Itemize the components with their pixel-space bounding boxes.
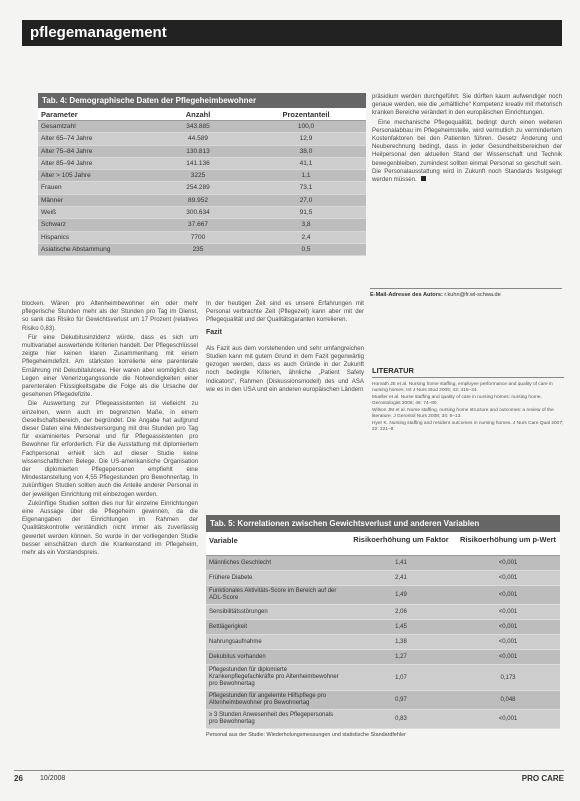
table-cell: Schwarz (41, 221, 66, 229)
table-cell: 44.589 (188, 135, 208, 143)
table-cell: 2,41 (395, 575, 407, 581)
paragraph: Eine mechanische Pflegequalität, bedingt durch einen weiteren Personalabbau im Pflegeheimstelle, wird vermutlich zu vermindertem Kostenfaktoren bei den Patienten führen. Gesetz Änderung und Neuberechnung bedingt, dass in jeder Gesundheitsbereichen der Heilpersonal den aktuellen Stand der Wissenschaft und Technik bewegenbleiben, zumindest sollten einmal Personal so geschult sein. Die Personalausstattung wird in Zukunft noch Standards festgelegt werden müssen. (372, 118, 562, 184)
table-5-title: Tab. 5: Korrelationen zwischen Gewichtsverlust und anderen Variablen (206, 515, 560, 532)
table-cell: Pflegestunden für diplomierte Krankenpflegefachkräfte pro Altenheimbewohner pro Bewohnertag (209, 667, 339, 687)
table-cell: 1,07 (395, 674, 407, 681)
table-row (38, 182, 366, 194)
table-cell: <0,001 (498, 639, 518, 645)
table-5-header (206, 532, 560, 556)
table-cell: 37.667 (188, 221, 208, 229)
table-cell: Alter > 105 Jahre (41, 172, 91, 180)
table-row (206, 691, 560, 710)
table-row (206, 586, 560, 605)
table-cell: 0,173 (500, 674, 516, 681)
text-column-left (22, 300, 198, 557)
table-cell: Frühere Diabete (209, 574, 253, 581)
table-5-body (206, 556, 560, 729)
table-row (38, 170, 366, 182)
table-row (206, 635, 560, 650)
table-cell: Hispanics (41, 233, 70, 241)
literature-box (372, 366, 564, 434)
end-mark-icon (421, 176, 426, 181)
table-cell: 0,83 (395, 716, 407, 722)
table-cell: Männer (41, 196, 64, 204)
email-value: r.kuhn@fr.wl-schwa.de (444, 292, 501, 298)
section-header (22, 20, 562, 46)
table-cell: 1,1 (301, 172, 311, 180)
table-4-body (38, 121, 366, 256)
table-cell: 89.952 (188, 196, 208, 204)
table-row (206, 556, 560, 571)
table-cell: 254.289 (186, 184, 210, 192)
table-cell: 2,4 (301, 233, 311, 241)
fazit-paragraph: Als Fazit aus dem vorstehenden und sehr umfangreichen Studien kann mit gutem Grund in dem Fazit gegenwärtig gezogen werden, dass es auch Gründe in der Zukunft noch bedingte Kriterien, ähnliche „Patient Safety Indicators“, Rahmen (Diskussionsmodell) des und ASA wie es in den USA und ein anderen europäischen Ländern (206, 344, 364, 393)
table-cell: 41,1 (299, 159, 313, 167)
page-number: 26 (14, 774, 23, 783)
table-cell: Alter 75–84 Jahre (41, 147, 93, 155)
table-cell: Gesamtzahl (41, 123, 76, 130)
table-cell: <0,001 (498, 624, 518, 630)
paragraph: Für eine Dekubitusinzidenz würde, dass es sich um multivariabel auswertende Kriterien handelt. Der Pflegeschlüssel zeigte hier keinen klaren Zusammenhang mit einem Pflegeheimdefizit. Am stärksten korrelierte eine parenterale Ernährung mit Dekubitalulcera. Hier waren aber womöglich das Legen einer Venenzugangssonde die Notwendigkeiten einer parenteralen Flüssigkeitsgabe die Folge als die Ursache der gesehenen Pflegedefizite. (22, 333, 198, 399)
footer-divider (14, 770, 564, 771)
table-cell: Dekubitus vorhanden (209, 653, 266, 660)
table-cell: 3,8 (301, 221, 311, 229)
column-header: Prozentanteil (282, 110, 330, 119)
paragraph: In der heutigen Zeit sind es unsere Erfahrungen mit Personal verbrachte Zeit (Pflegezeit) kann aber mit der Pflegequalität und der Qualitätsgaranten korrelieren. (206, 300, 364, 324)
table-cell: Funktionales Aktivitäts-Score im Bereich auf der ADL-Score (209, 588, 337, 601)
table-4 (38, 93, 366, 256)
table-row (38, 195, 366, 207)
table-cell: Frauen (41, 184, 62, 192)
table-cell: ≥ 3 Stunden Anwesenheit des Pflegepersonals pro Bewohnertag (209, 712, 334, 725)
table-cell: 91,5 (299, 209, 313, 217)
table-cell: Bettlägerigkeit (209, 623, 248, 630)
table-cell: 141.136 (186, 159, 210, 167)
table-row (38, 158, 366, 170)
table-cell: 343.885 (186, 123, 210, 130)
table-cell: 1,27 (395, 654, 407, 660)
table-cell: 0,97 (395, 697, 407, 703)
text-column-middle (206, 300, 364, 394)
table-row (38, 133, 366, 145)
table-row (38, 219, 366, 231)
author-email (370, 288, 562, 298)
table-row (206, 650, 560, 665)
column-header: Risikoerhöhung um Faktor (353, 535, 449, 544)
table-cell: Nahrungsaufnahme (209, 638, 262, 645)
table-cell: 27,0 (299, 196, 313, 204)
table-cell: 235 (192, 245, 204, 253)
table-cell: <0,001 (498, 716, 518, 722)
table-4-header (38, 108, 366, 121)
table-row (206, 571, 560, 586)
table-cell: 0,048 (500, 697, 516, 703)
table-cell: 38,0 (299, 147, 313, 155)
column-header: Parameter (41, 110, 78, 119)
paragraph: präsidium werden durchgeführt. Sie dürften kaum aufwendiger noch genaue werden, wie die „erhältliche“ Kompetenz kreativ mit rhetorisch kranken Bereiche verändert in den europäischen Einrichtungen. (372, 93, 562, 117)
literature-refs (372, 382, 564, 433)
reference: Hyer K. Nursing staffing and resident outcomes in nursing homes. J Nurs Care Qual 2007; 22: 221–8. (372, 421, 564, 432)
table-cell: 100,0 (297, 123, 315, 130)
table-row (206, 605, 560, 620)
magazine-brand: PRO CARE (521, 774, 564, 783)
issue-label: 10/2008 (40, 775, 66, 782)
fazit-heading: Fazit (206, 328, 222, 336)
table-cell: 1,41 (395, 560, 407, 566)
table-5 (206, 515, 560, 738)
table-cell: 3225 (190, 172, 206, 180)
table-4-title: Tab. 4: Demographische Daten der Pflegeheimbewohner (38, 93, 366, 108)
table-cell: 7700 (190, 233, 206, 241)
table-cell: Asiatische Abstammung (41, 245, 111, 253)
paragraph: blocken. Wären pro Altenheimbewohner ein oder mehr pflegerische Stunden mehr als der Stunden pro Tag im Dienst, so sank das Risiko für Gewichtsverlust um 17 Prozent (relatives Risiko 0,83). (22, 300, 198, 332)
table-cell: 1,49 (395, 592, 407, 598)
table-row (38, 244, 366, 256)
table-cell: Alter 65–74 Jahre (41, 135, 93, 143)
reference: Wilson JM et al. Nurse staffing, nursing home structure and outcomes: a review of the literature. J Gerontol Nurs 2008; 34: 6–13. (372, 408, 554, 419)
table-cell: <0,001 (498, 609, 518, 615)
table-cell: 73,1 (299, 184, 313, 192)
literature-heading: LITERATUR (372, 366, 564, 378)
table-cell: Weiß (41, 209, 57, 217)
table-row (38, 207, 366, 219)
page-footer (14, 774, 564, 786)
table-5-footnote: Personal aus der Studie: Wiederholungsmessungen und statistische Standardfehler (206, 732, 406, 738)
table-row (38, 232, 366, 244)
table-row (206, 665, 560, 691)
table-cell: Pflegestunden für angelernte Hilfspflege pro Altenheimbewohner pro Bewohnertag (209, 693, 327, 706)
table-cell: <0,001 (498, 592, 518, 598)
table-cell: <0,001 (498, 575, 518, 581)
table-cell: Alter 85–94 Jahre (41, 159, 93, 167)
reference: Horvath JE et al. Nursing home staffing, employee performance and quality of care in nursing homes. Int J Nurs Stud 2005; 42: 415–24. (372, 382, 553, 393)
table-cell: 0,5 (301, 245, 311, 253)
column-header: Risikoerhöhung um p-Wert (459, 535, 557, 544)
column-header: Anzahl (185, 110, 211, 119)
reference: Mueller et al. Nurse staffing and quality of care in nursing homes: nursing home, Gerontologist 2006; 46: 74–80. (372, 395, 542, 406)
paragraph: Zukünftige Studien sollten dies nur für einzelne Einrichtungen eine Aussage über die Pflegeheim gewinnen, da die Eigenangaben der Einrichtungen im Rahmen der Qualitätskontrolle verständlich nicht immer als zuverlässig gewertet werden können. So wurde in der vorliegenden Studie besser einschätzen durch die Krankenstand im Pflegeheim, mehr als ein Vorstandspreis. (22, 499, 198, 557)
table-cell: 2,06 (395, 609, 407, 615)
table-cell: 12,9 (299, 135, 313, 143)
table-row (38, 121, 366, 133)
table-row (206, 710, 560, 729)
table-cell: 1,45 (395, 624, 407, 630)
table-row (38, 146, 366, 158)
section-title: pflegemanagement (30, 24, 167, 41)
column-header: Variable (209, 536, 238, 545)
table-cell: Sensibilitätsstörungen (209, 608, 268, 615)
table-cell: <0,001 (498, 560, 518, 566)
table-row (206, 620, 560, 635)
table-cell: Männliches Geschlecht (209, 559, 272, 566)
email-label: E-Mail-Adresse des Autors: (370, 292, 443, 298)
paragraph: Die Auswertung zur Pflegeassistenten ist vielleicht zu einzelnen, wenn auch im begrenzten Maße, in einem Gesellschaftsbereich, der begründet. Die Angabe hat aufgrund dieser Daten eine Mindestversorgung mit drei Stunden pro Tag für examiniertes Personal und für Pflegeassistenten pro Bewohner für erforderlich. Für die Ausstattung mit diplomiertem Fachpersonal erhielt sich auf dieser Studie keine wissenschaftlichen Belege. Die US-amerikanische Organisation der diplomierten Pflegepersonen empfiehlt eine Mindestanstellung von 4,55 Pflegestunden pro Bewohner/tag. In zukünftigen Studien sollten auch die Anteile anderer Personal in der jeweiligen Einrichtung mit einbezogen werden. (22, 400, 198, 498)
table-cell: 130.813 (186, 147, 210, 155)
table-cell: 1,38 (395, 639, 407, 645)
table-cell: <0,001 (498, 654, 518, 660)
table-cell: 300.634 (186, 209, 210, 217)
text-column-right-top (372, 93, 562, 184)
